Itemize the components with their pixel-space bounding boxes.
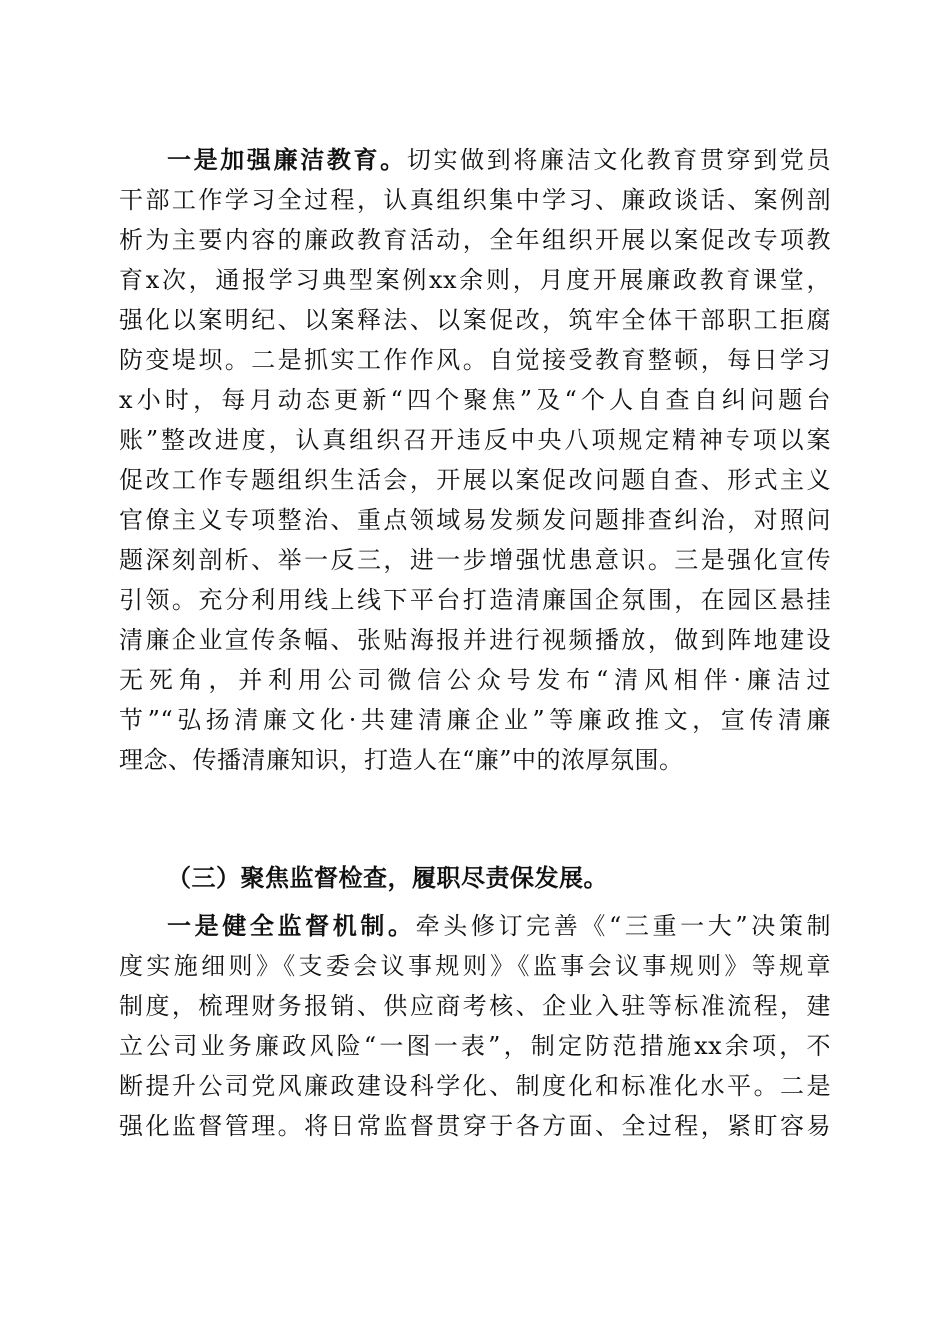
paragraph-line: x小时，每月动态更新“四个聚焦”及“个人自查自纠问题台	[119, 386, 831, 414]
paragraph-line	[119, 906, 831, 946]
paragraph-line: 题深刻剖析、举一反三，进一步增强忧患意识。三是强化宣传	[119, 546, 831, 574]
paragraph-line: 无死角，并利用公司微信公众号发布“清风相伴·廉洁过	[119, 666, 831, 694]
paragraph-line: 育x次，通报学习典型案例xx余则，月度开展廉政教育课堂，	[119, 266, 831, 294]
paragraph-line: 强化以案明纪、以案释法、以案促改，筑牢全体干部职工拒腐	[119, 306, 831, 334]
paragraph-last-line: 理念、传播清廉知识，打造人在“廉”中的浓厚氛围。	[119, 746, 684, 774]
paragraph-line: 析为主要内容的廉政教育活动，全年组织开展以案促改专项教	[119, 226, 831, 254]
paragraph-line: 立公司业务廉政风险“一图一表”，制定防范措施xx余项，不	[119, 1032, 831, 1060]
paragraph-line: 官僚主义专项整治、重点领域易发频发问题排查纠治，对照问	[119, 506, 831, 534]
paragraph-lead: 一是加强廉洁教育。	[167, 145, 407, 174]
paragraph-line-text: 切实做到将廉洁文化教育贯穿到党员	[406, 146, 831, 174]
paragraph-line: 节”“弘扬清廉文化·共建清廉企业”等廉政推文，宣传清廉	[119, 706, 831, 734]
paragraph-line: 强化监督管理。将日常监督贯穿于各方面、全过程，紧盯容易	[119, 1112, 831, 1140]
paragraph-line: 促改工作专题组织生活会，开展以案促改问题自查、形式主义	[119, 466, 831, 494]
paragraph-supervision	[119, 906, 831, 1146]
paragraph-line: 引领。充分利用线上线下平台打造清廉国企氛围，在园区悬挂	[119, 586, 831, 614]
paragraph-line-text: 牵头修订完善《“三重一大”决策制	[415, 912, 831, 940]
paragraph-education	[119, 140, 831, 780]
section-heading: （三）聚焦监督检查，履职尽责保发展。	[167, 863, 608, 892]
paragraph-line: 度实施细则》《支委会议事规则》《监事会议事规则》等规章	[119, 952, 831, 980]
paragraph-line: 清廉企业宣传条幅、张贴海报并进行视频播放，做到阵地建设	[119, 626, 831, 654]
paragraph-line: 防变堤坝。二是抓实工作作风。自觉接受教育整顿，每日学习	[119, 346, 831, 374]
paragraph-line: 断提升公司党风廉政建设科学化、制度化和标准化水平。二是	[119, 1072, 831, 1100]
paragraph-line: 制度，梳理财务报销、供应商考核、企业入驻等标准流程，建	[119, 992, 831, 1020]
paragraph-lead: 一是健全监督机制。	[167, 911, 416, 940]
section-heading-block	[119, 858, 831, 898]
paragraph-line: 账”整改进度，认真组织召开违反中央八项规定精神专项以案	[119, 426, 831, 454]
paragraph-line	[119, 140, 831, 180]
paragraph-line: 干部工作学习全过程，认真组织集中学习、廉政谈话、案例剖	[119, 186, 831, 214]
